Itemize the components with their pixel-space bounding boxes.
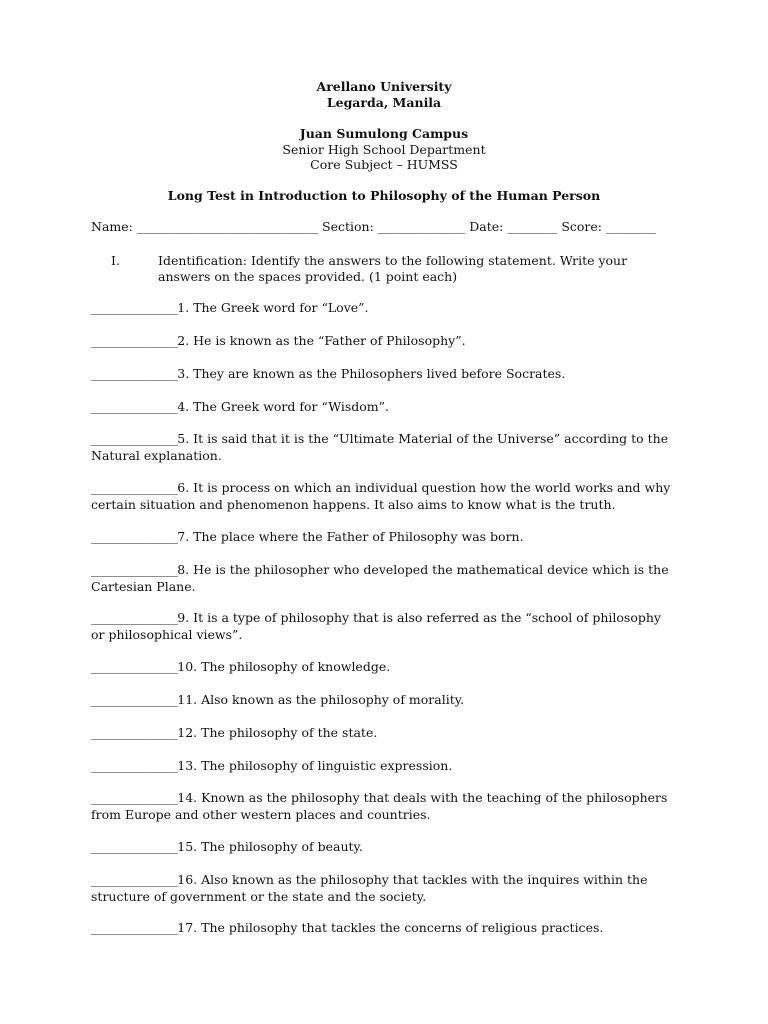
answer-blank: _______________ <box>91 300 178 315</box>
question-text: 9. It is a type of philosophy that is also referred as the “school of philosophy or philosophical views”. <box>91 610 661 642</box>
question-text: 12. The philosophy of the state. <box>177 725 378 740</box>
question-text: 7. The place where the Father of Philosophy was born. <box>177 529 524 544</box>
university-name: Arellano University <box>316 79 452 94</box>
question-text: 2. He is known as the “Father of Philosophy”. <box>177 333 466 348</box>
department-name: Senior High School Department <box>282 142 486 157</box>
question-item <box>91 562 671 595</box>
question-item <box>91 431 671 464</box>
question-text: 13. The philosophy of linguistic expression. <box>177 758 453 773</box>
answer-blank: _______________ <box>91 562 178 577</box>
answer-blank: _______________ <box>91 659 178 674</box>
answer-blank: _______________ <box>91 920 178 935</box>
question-item <box>91 725 671 742</box>
answer-blank: _______________ <box>91 529 178 544</box>
section-instructions: Identification: Identify the answers to the following statement. Write your answers on the spaces provided. (1 point each) <box>158 253 628 284</box>
question-text: 5. It is said that it is the “Ultimate Material of the Universe” according to the Natural explanation. <box>91 431 669 463</box>
student-info-line: Name: _____________________________ Section: ______________ Date: ________ Score: ________ <box>91 219 656 234</box>
test-title: Long Test in Introduction to Philosophy of the Human Person <box>167 188 601 203</box>
question-text: 8. He is the philosopher who developed the mathematical device which is the Cartesian Plane. <box>91 562 669 594</box>
question-item <box>91 692 671 709</box>
question-text: 4. The Greek word for “Wisdom”. <box>177 399 390 414</box>
question-text: 3. They are known as the Philosophers lived before Socrates. <box>177 366 566 381</box>
question-item <box>91 366 671 383</box>
question-item <box>91 920 671 937</box>
question-text: 11. Also known as the philosophy of morality. <box>177 692 465 707</box>
answer-blank: _______________ <box>91 333 178 348</box>
answer-blank: _______________ <box>91 366 178 381</box>
question-item <box>91 659 671 676</box>
question-item <box>91 872 671 905</box>
question-item <box>91 480 671 513</box>
question-item <box>91 610 671 643</box>
question-item <box>91 839 671 856</box>
question-text: 17. The philosophy that tackles the concerns of religious practices. <box>177 920 604 935</box>
answer-blank: _______________ <box>91 725 178 740</box>
question-item <box>91 333 671 350</box>
question-item <box>91 399 671 416</box>
answer-blank: _______________ <box>91 610 178 625</box>
question-text: 10. The philosophy of knowledge. <box>177 659 391 674</box>
question-item <box>91 529 671 546</box>
answer-blank: _______________ <box>91 399 178 414</box>
campus-name: Juan Sumulong Campus <box>299 126 469 141</box>
question-text: 6. It is process on which an individual question how the world works and why certain situation and phenomenon happens. It also aims to know what is the truth. <box>91 480 671 512</box>
answer-blank: _______________ <box>91 839 178 854</box>
answer-blank: _______________ <box>91 790 178 805</box>
answer-blank: _______________ <box>91 692 178 707</box>
question-item <box>91 300 671 317</box>
question-text: 15. The philosophy of beauty. <box>177 839 363 854</box>
section-number: I. <box>111 253 120 268</box>
answer-blank: _______________ <box>91 480 178 495</box>
question-text: 14. Known as the philosophy that deals with the teaching of the philosophers from Europe and other western places and countries. <box>91 790 668 822</box>
question-item <box>91 790 671 823</box>
answer-blank: _______________ <box>91 872 178 887</box>
question-text: 16. Also known as the philosophy that tackles with the inquires within the structure of government or the state and the society. <box>91 872 648 904</box>
core-subject: Core Subject – HUMSS <box>310 157 458 172</box>
question-item <box>91 758 671 775</box>
university-location: Legarda, Manila <box>326 95 442 110</box>
answer-blank: _______________ <box>91 431 178 446</box>
answer-blank: _______________ <box>91 758 178 773</box>
question-text: 1. The Greek word for “Love”. <box>177 300 369 315</box>
